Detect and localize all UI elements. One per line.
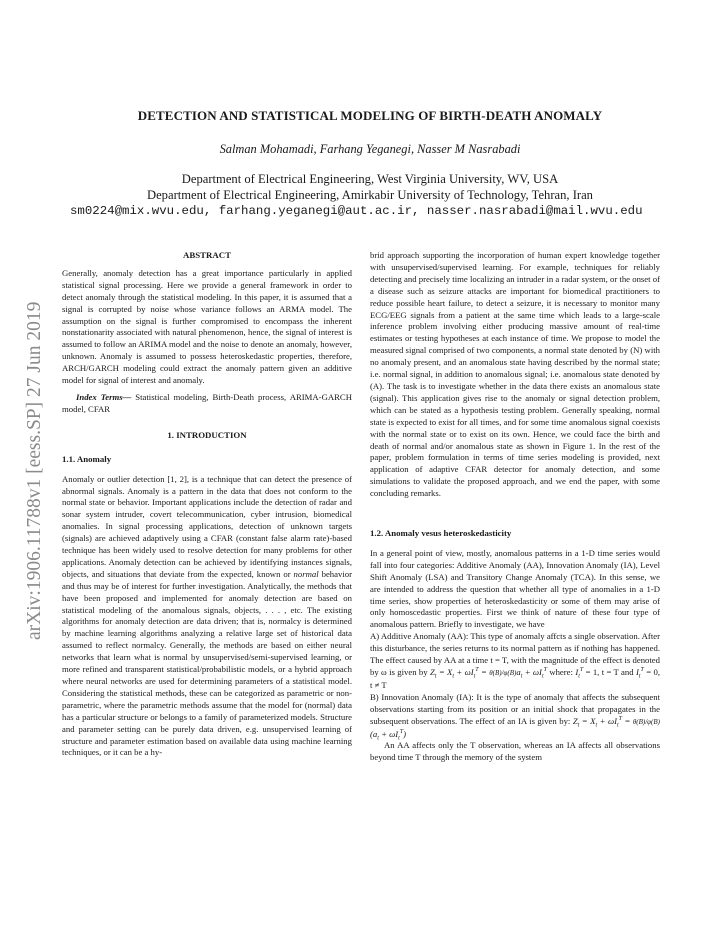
anomaly-subheading: 1.1. Anomaly bbox=[62, 453, 112, 464]
additive-anomaly-paragraph: A) Additive Anomaly (AA): This type of anomaly affcts a single observation. After this disturbance, the series returns to its normal pattern as if nothing has happened. The effect caused by AA at a time t = T, with the magnitude of the effect is denoted by ω is given by $Z_t = X_t + \omega I_t^T = \theta(B)/\varphi(B)a_t + \omega I_t^T$ where: $I_t^T = 1$, t = T and $I_t^T = 0$, t ≠ T bbox=[370, 631, 661, 690]
ia-text: B) Innovation Anomaly (IA): It is the type of anomaly that affects the subsequent observations starting from its position or an initial shock that propagates in the subsequent observations. The effect of an IA is given by: bbox=[370, 691, 660, 726]
affiliation-2: Department of Electrical Engineering, Amirkabir University of Technology, Tehran, Iran bbox=[147, 188, 593, 202]
index-terms-text: Statistical modeling, Birth-Death process, ARIMA-GARCH model, CFAR bbox=[62, 391, 352, 414]
index-terms-label: Index Terms— bbox=[76, 391, 132, 402]
aa-where: where: bbox=[546, 667, 576, 677]
ia-equation: $Z_t = X_t + \omega I_t^T = \theta(B)/\varphi(B)(a_t + \omega I_t^T)$ bbox=[370, 715, 660, 742]
section-1-2-paragraph: In a general point of view, mostly, anomalous patterns in a 1-D time series would fall into four categories: Additive Anomaly (AA), Innovation Anomaly (IA), Level Shift Anomaly (LSA) and Transitory Change Anomaly (TCA). In this sense, we are intended to address the question that whether all type of anomalies in a 1-D time series, show properties of heteroskedasticity or some of them may arise of only homoscedastic properties. First we think of nature of these four type of anomalous pattern. Briefly to investigate, we have bbox=[370, 547, 660, 630]
paper-authors: Salman Mohamadi, Farhang Yeganegi, Nasser M Nasrabadi bbox=[219, 142, 521, 156]
arxiv-sidebar-stamp bbox=[10, 232, 54, 642]
author-emails: sm0224@mix.wvu.edu, farhang.yeganegi@aut.ac.ir, nasser.nasrabadi@mail.wvu.edu bbox=[70, 204, 643, 218]
left-column bbox=[62, 250, 352, 759]
abstract-heading: ABSTRACT bbox=[183, 250, 231, 260]
anomaly-text-italic: normal bbox=[293, 568, 319, 579]
anomaly-text-a: Anomaly or outlier detection [1, 2], is a technique that can detect the presence of abnormal signals. Anomaly is a pattern in the data that does not conform to the normal state or behavior. Important applications include the detection of radar and sonar system intruder, covert telecommunication, cyber intrusion, biomedical anomalies. In signal processing applications, detection of unknown targets (signals) are achieved adaptively using a CFAR (constant false alarm rate)-based technique has been widely used to resolve detection for many problems for other applications. Anomaly detection can be achieved by identifying instances signals, objects, and situations that deviate from the expected, known or bbox=[62, 473, 352, 579]
section-1-2-heading: 1.2. Anomaly vesus heteroskedasticity bbox=[370, 528, 512, 539]
arxiv-stamp-svg bbox=[10, 232, 54, 642]
introduction-heading: 1. INTRODUCTION bbox=[167, 429, 247, 440]
arxiv-identifier: arXiv:1906.11788v1 [eess.SP] 27 Jun 2019 bbox=[24, 301, 45, 640]
aa-equation: $Z_t = X_t + \omega I_t^T = \theta(B)/\varphi(B)a_t + \omega I_t^T$ bbox=[429, 667, 547, 680]
right-column bbox=[370, 250, 660, 764]
aa-cond1: = 1, t = T and bbox=[583, 667, 636, 677]
aa-text: A) Additive Anomaly (AA): This type of anomaly affcts a single observation. After this disturbance, the series returns to its normal pattern as if nothing has happened. The effect caused by AA at a time t = T, with the magnitude of the effect is denoted by ω is given by bbox=[370, 631, 660, 677]
paper-title: DETECTION AND STATISTICAL MODELING OF BIRTH-DEATH ANOMALY bbox=[137, 108, 603, 123]
aa-cond2: = 0, t ≠ T bbox=[370, 667, 661, 690]
innovation-anomaly-paragraph bbox=[370, 692, 660, 741]
anomaly-paragraph bbox=[62, 474, 352, 760]
index-terms bbox=[62, 392, 352, 416]
affiliation-1: Department of Electrical Engineering, West Virginia University, WV, USA bbox=[181, 172, 559, 186]
anomaly-text-b: behavior and thus may be of interest for further investigation. Analytically, the methods that have been proposed and implemented for anomaly detection are based on statistical modeling of the anomalous signals, objects, . . . , etc. The existing algorithms for anomaly detection are data driven; that is, normalcy is determined by machine learning algorithms analyzing a relative large set of historical data assumed to reflect normalcy. Generally, the methods are based on either neural networks that learn what is normal by unsupervised/semi-supervised learning, or more refined and transparent statistical/probabilistic models, or a hybrid approach where neural networks are used for determining parameters of a statistical model. Considering the statistical methods, these can be categorized as parametric or non-parametric, where the parametric methods assume that the model for (normal) data has a particular structure or belongs to a family of parameterized models. Structure and parameter setting can be purely data driven, e.g. unsupervised learning of structure and parameter estimation based on available data using machine learning techniques, or it can be a hy- bbox=[62, 568, 352, 758]
aa-ia-comparison-paragraph: An AA affects only the T observation, whereas an IA affects all observations beyond time T through the memory of the system bbox=[370, 740, 660, 763]
abstract-body: Generally, anomaly detection has a great importance particularly in applied statistical signal processing. Here we provide a general framework in order to detect anomaly through the statistical modeling. In this paper, it is assumed that a signal is corrupted by noise whose variance follows an ARMA model. The assumption on the signal is further compromised to encompass the inherent nonstationarity associated with natural phenomenon, hence, the signal of interest is assumed to follow an ARIMA model and the noise to denote an anomaly, however, unknown. Anomaly is assumed to possess heteroskedastic properties, therefore, ARCH/GARCH modeling could extract the anomaly pattern given an additive model for signal of interest and anomaly. bbox=[62, 267, 352, 386]
intro-continued-paragraph: brid approach supporting the incorporation of human expert knowledge together with unsupervised/supervised learning. For example, techniques for reliably detecting and precisely time localizing an intruder in a radar system, or the onset of a disease such as seizure attacks are important for biomedical practitioners to reduce possible heart failure, to detect a seizure, it is necessary to monitor many ECG/EEG signals from a patient at the same time which leads to a large-scale inference problem involving either producing massive amount of real-time estimates or testing hypotheses at each instance of time. We propose to model the measured signal comprised of two components, a normal state denoted by (N) with no anomaly present, and an anomalous state having described by the normal state; i.e. normal signal, in addition to anomalous signal; i.e. anomalous state denoted by (A). The task is to investigate whether in the data there exists an anomalous state (signal). This application gives rise to the anomaly or signal detection problem, which can be stated as a hypothesis testing problem. Generally speaking, normal state is expected to exist for all times, and for some time anomalous signal coexists with the normal state or to exist on its own. Hence, we could face the birth and death of normal and/or anomalous state as shown in Figure 1. In the rest of the paper, problem formulation in terms of time series modeling is provided, next application of adaptive CFAR detector for anomaly detection, and some simulations to validate the proposed approach, and we end the paper, with some concluding remarks. bbox=[370, 250, 660, 499]
